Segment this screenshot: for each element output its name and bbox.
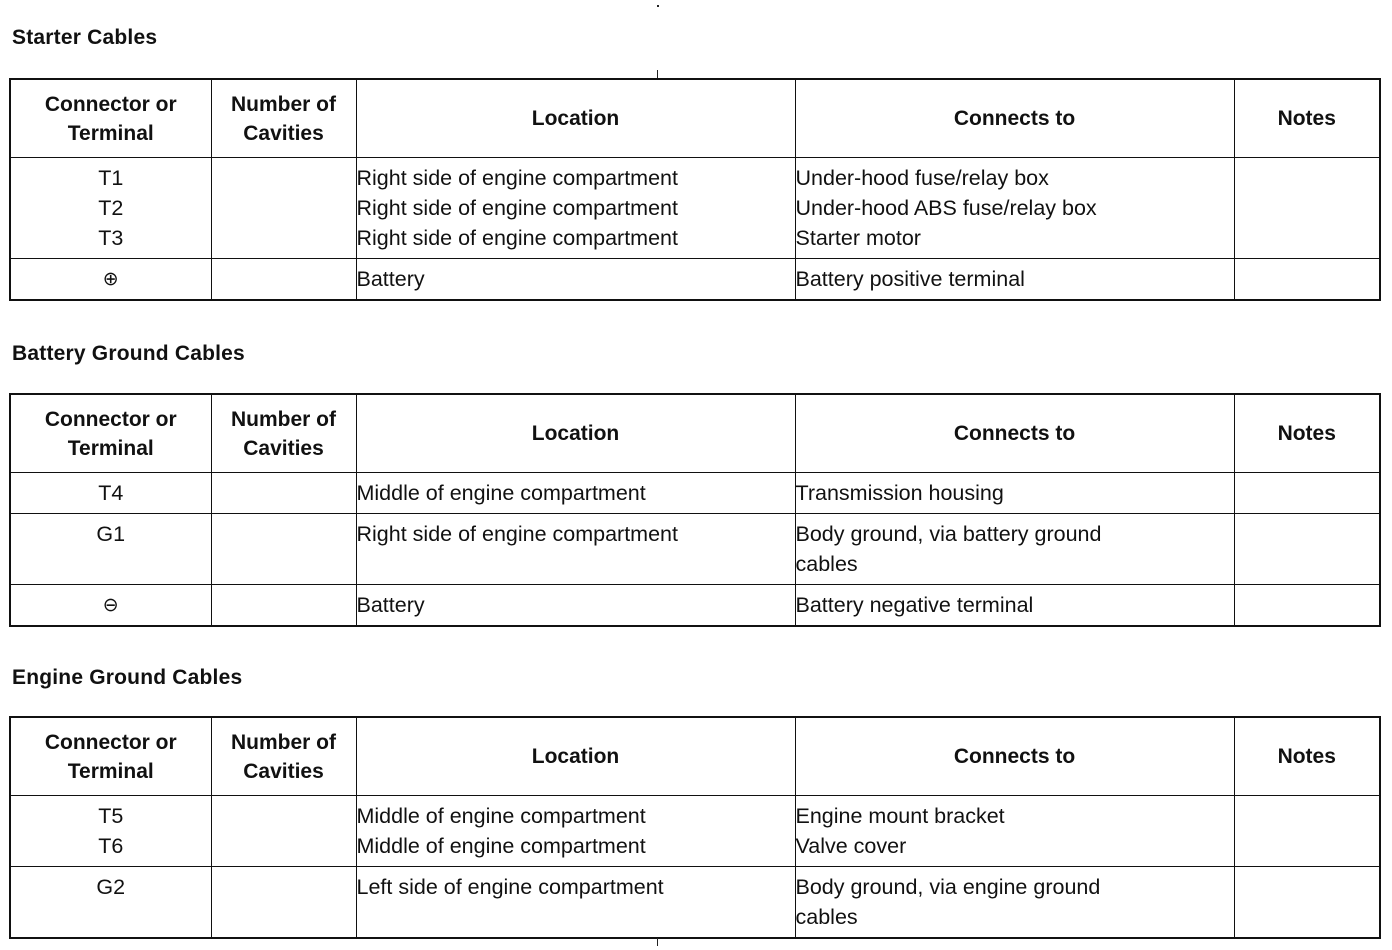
scan-speck <box>657 70 658 78</box>
cavities-header: Number of Cavities <box>211 717 356 796</box>
location-header: Location <box>356 394 795 473</box>
connects-to-header: Connects to <box>795 394 1234 473</box>
table-row <box>10 867 1380 939</box>
location-header: Location <box>356 79 795 158</box>
table-row <box>10 796 1380 867</box>
connects-to-cell: Engine mount bracket Valve cover <box>795 796 1234 867</box>
cavities-cell <box>211 796 356 867</box>
battery-ground-cables-table <box>9 393 1381 627</box>
location-cell: Right side of engine compartment Right side of engine compartment Right side of engine compartment <box>356 158 795 259</box>
connector-cell <box>10 585 211 627</box>
cavities-header: Number of Cavities <box>211 79 356 158</box>
location-cell: Middle of engine compartment <box>356 473 795 514</box>
table-row <box>10 473 1380 514</box>
table-row <box>10 158 1380 259</box>
notes-cell <box>1234 158 1380 259</box>
cavities-cell <box>211 158 356 259</box>
negative-terminal-icon: ⊖ <box>102 594 119 616</box>
cavities-cell <box>211 259 356 301</box>
notes-header: Notes <box>1234 394 1380 473</box>
section-title-starter-cables: Starter Cables <box>12 26 158 49</box>
location-cell: Left side of engine compartment <box>356 867 795 939</box>
notes-cell <box>1234 259 1380 301</box>
connects-to-cell: Under-hood fuse/relay box Under-hood ABS fuse/relay box Starter motor <box>795 158 1234 259</box>
notes-cell <box>1234 796 1380 867</box>
cavities-cell <box>211 514 356 585</box>
connector-cell: G2 <box>10 867 211 939</box>
connects-to-header: Connects to <box>795 79 1234 158</box>
starter-cables-table <box>9 78 1381 301</box>
cavities-cell <box>211 585 356 627</box>
connects-to-cell: Body ground, via engine ground cables <box>795 867 1234 939</box>
location-header: Location <box>356 717 795 796</box>
header-row <box>10 79 1380 158</box>
cavities-header: Number of Cavities <box>211 394 356 473</box>
connects-to-cell: Battery negative terminal <box>795 585 1234 627</box>
scan-speck <box>657 5 659 7</box>
header-row <box>10 717 1380 796</box>
notes-header: Notes <box>1234 79 1380 158</box>
cavities-cell <box>211 473 356 514</box>
notes-cell <box>1234 867 1380 939</box>
connector-cell <box>10 259 211 301</box>
connector-header: Connector or Terminal <box>10 717 211 796</box>
header-row <box>10 394 1380 473</box>
connector-cell: T4 <box>10 473 211 514</box>
location-cell: Middle of engine compartment Middle of engine compartment <box>356 796 795 867</box>
location-cell: Right side of engine compartment <box>356 514 795 585</box>
connects-to-cell: Transmission housing <box>795 473 1234 514</box>
connector-cell: T1 T2 T3 <box>10 158 211 259</box>
positive-terminal-icon: ⊕ <box>102 268 119 290</box>
connector-header: Connector or Terminal <box>10 394 211 473</box>
connects-to-header: Connects to <box>795 717 1234 796</box>
notes-header: Notes <box>1234 717 1380 796</box>
notes-cell <box>1234 514 1380 585</box>
connector-cell: G1 <box>10 514 211 585</box>
section-title-battery-ground-cables: Battery Ground Cables <box>12 342 245 365</box>
notes-cell <box>1234 585 1380 627</box>
connector-header: Connector or Terminal <box>10 79 211 158</box>
section-title-engine-ground-cables: Engine Ground Cables <box>12 666 243 689</box>
notes-cell <box>1234 473 1380 514</box>
engine-ground-cables-table <box>9 716 1381 939</box>
table-row <box>10 514 1380 585</box>
location-cell: Battery <box>356 585 795 627</box>
scan-speck <box>657 938 658 946</box>
table-row <box>10 585 1380 627</box>
table-row <box>10 259 1380 301</box>
connects-to-cell: Body ground, via battery ground cables <box>795 514 1234 585</box>
connects-to-cell: Battery positive terminal <box>795 259 1234 301</box>
cavities-cell <box>211 867 356 939</box>
location-cell: Battery <box>356 259 795 301</box>
connector-cell: T5 T6 <box>10 796 211 867</box>
